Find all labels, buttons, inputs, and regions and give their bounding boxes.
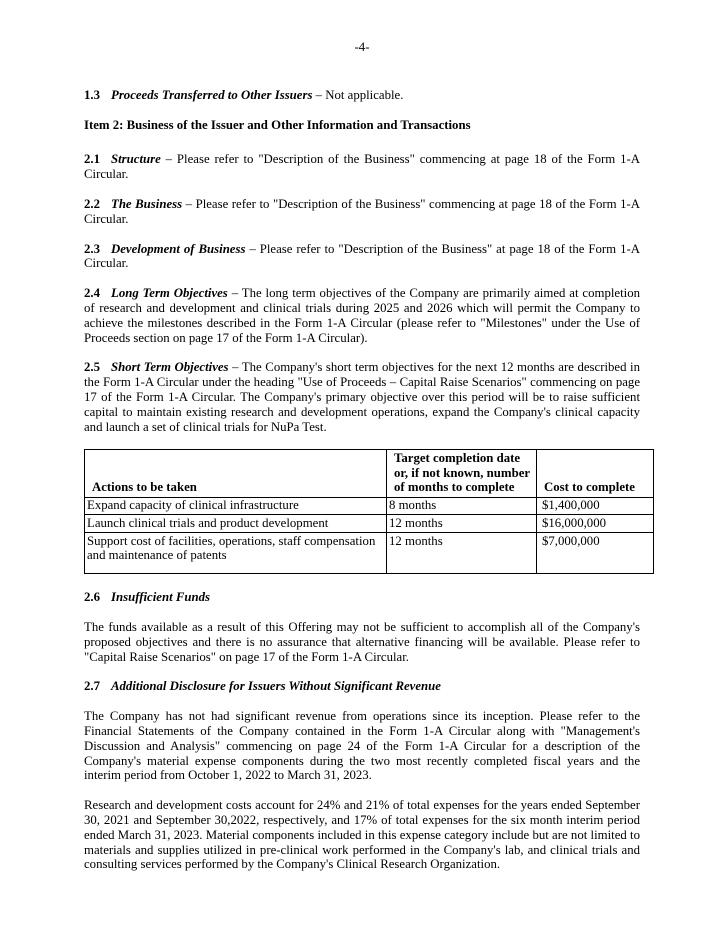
cell-cost-3: $7,000,000	[537, 533, 654, 574]
section-2-1-text: – Please refer to "Description of the Business" commencing at page 18 of the Form 1-A Circular.	[84, 152, 641, 182]
section-2-5-number: 2.5	[84, 360, 100, 375]
table-header-completion: Target completion date or, if not known, number of months to complete	[387, 450, 537, 497]
section-2-4-text: – The long term objectives of the Company are primarily aimed at completion of research and development and clinical trials during 2025 and 2026 which will permit the Company to achieve the milestones described in the Form 1-A Circular (please refer to "Milestones" under the Use of Proceeds section on page 17 of the Form 1-A Circular).	[84, 286, 640, 345]
section-2-6-number: 2.6	[84, 590, 100, 605]
section-1-3-number: 1.3	[84, 87, 100, 102]
table-header-cost: Cost to complete	[537, 450, 654, 497]
table-row	[85, 497, 654, 515]
item-2-heading: Item 2: Business of the Issuer and Other Information and Transactions	[84, 117, 471, 132]
section-2-5-title: Short Term Objectives	[111, 360, 229, 375]
table-row	[85, 533, 654, 574]
section-2-3-title: Development of Business	[111, 241, 246, 256]
section-2-7-heading	[84, 679, 640, 694]
section-2-7-paragraph-1: The Company has not had significant revenue from operations since its inception. Please refer to the Financial Statements of the Company contained in the Form 1-A Circular along with "Management's Discussion and Analysis" commencing on page 24 of the Form 1-A Circular for a description of the Company's material expense components during the two most recently completed fiscal years and the interim period from October 1, 2022 to March 31, 2023.	[84, 709, 640, 783]
table-header-row	[85, 450, 654, 497]
section-2-3-number: 2.3	[84, 241, 100, 256]
section-2-7-number: 2.7	[84, 679, 100, 694]
cell-cost-1: $1,400,000	[537, 497, 654, 515]
cell-action-2: Launch clinical trials and product development	[85, 515, 387, 533]
cell-cost-2: $16,000,000	[537, 515, 654, 533]
section-2-5	[84, 360, 640, 434]
section-2-1-title: Structure	[111, 152, 161, 167]
section-2-2-number: 2.2	[84, 196, 100, 211]
section-2-6-title: Insufficient Funds	[111, 590, 210, 605]
cell-action-3: Support cost of facilities, operations, staff compensation and maintenance of patents	[85, 533, 387, 574]
use-of-proceeds-table	[84, 449, 654, 574]
section-2-3-text: – Please refer to "Description of the Business" at page 18 of the Form 1-A Circular.	[84, 241, 640, 271]
cell-action-1: Expand capacity of clinical infrastructure	[85, 497, 387, 515]
cell-months-3: 12 months	[387, 533, 537, 574]
section-1-3-text: – Not applicable.	[315, 87, 404, 102]
section-1-3	[84, 88, 640, 103]
cell-months-2: 12 months	[387, 515, 537, 533]
section-2-7-paragraph-2: Research and development costs account for 24% and 21% of total expenses for the years ended September 30, 2021 and September 30,2022, respectively, and 17% of total expenses for the six month interim period ended March 31, 2023. Material components included in this expense category include but are not limited to materials and supplies utilized in pre-clinical work performed in the Company's lab, and clinical trials and consulting services performed by the Company's Clinical Research Organization.	[84, 798, 640, 872]
section-2-4	[84, 286, 640, 345]
section-2-3	[84, 242, 640, 272]
section-2-6-heading	[84, 590, 640, 605]
section-2-7-title: Additional Disclosure for Issuers Without Significant Revenue	[111, 679, 441, 694]
section-2-6-paragraph: The funds available as a result of this Offering may not be sufficient to accomplish all of the Company's proposed objectives and there is no assurance that alternative financing will be available. Please refer to "Capital Raise Scenarios" on page 17 of the Form 1-A Circular.	[84, 620, 640, 664]
table-row	[85, 515, 654, 533]
section-2-5-text: – The Company's short term objectives for the next 12 months are described in the Form 1-A Circular under the heading "Use of Proceeds – Capital Raise Scenarios" commencing on page 17 of the Form 1-A Circular. The Company's primary objective over this period will be to raise sufficient capital to maintain existing research and development operations, expand the Company's clinical capacity and launch a set of clinical trials for NuPa Test.	[84, 360, 641, 434]
section-2-2	[84, 197, 640, 227]
section-2-2-text: – Please refer to "Description of the Business" commencing at page 18 of the Form 1-A Circular.	[84, 196, 640, 226]
cell-months-1: 8 months	[387, 497, 537, 515]
section-2-1-number: 2.1	[84, 152, 100, 167]
section-2-4-number: 2.4	[84, 286, 100, 301]
table-header-actions: Actions to be taken	[85, 450, 387, 497]
section-2-1	[84, 152, 640, 182]
page-content	[84, 40, 640, 872]
section-2-4-title: Long Term Objectives	[111, 286, 228, 301]
section-2-2-title: The Business	[111, 196, 183, 211]
section-1-3-title: Proceeds Transferred to Other Issuers	[111, 87, 313, 102]
page-number: -4-	[354, 40, 370, 54]
